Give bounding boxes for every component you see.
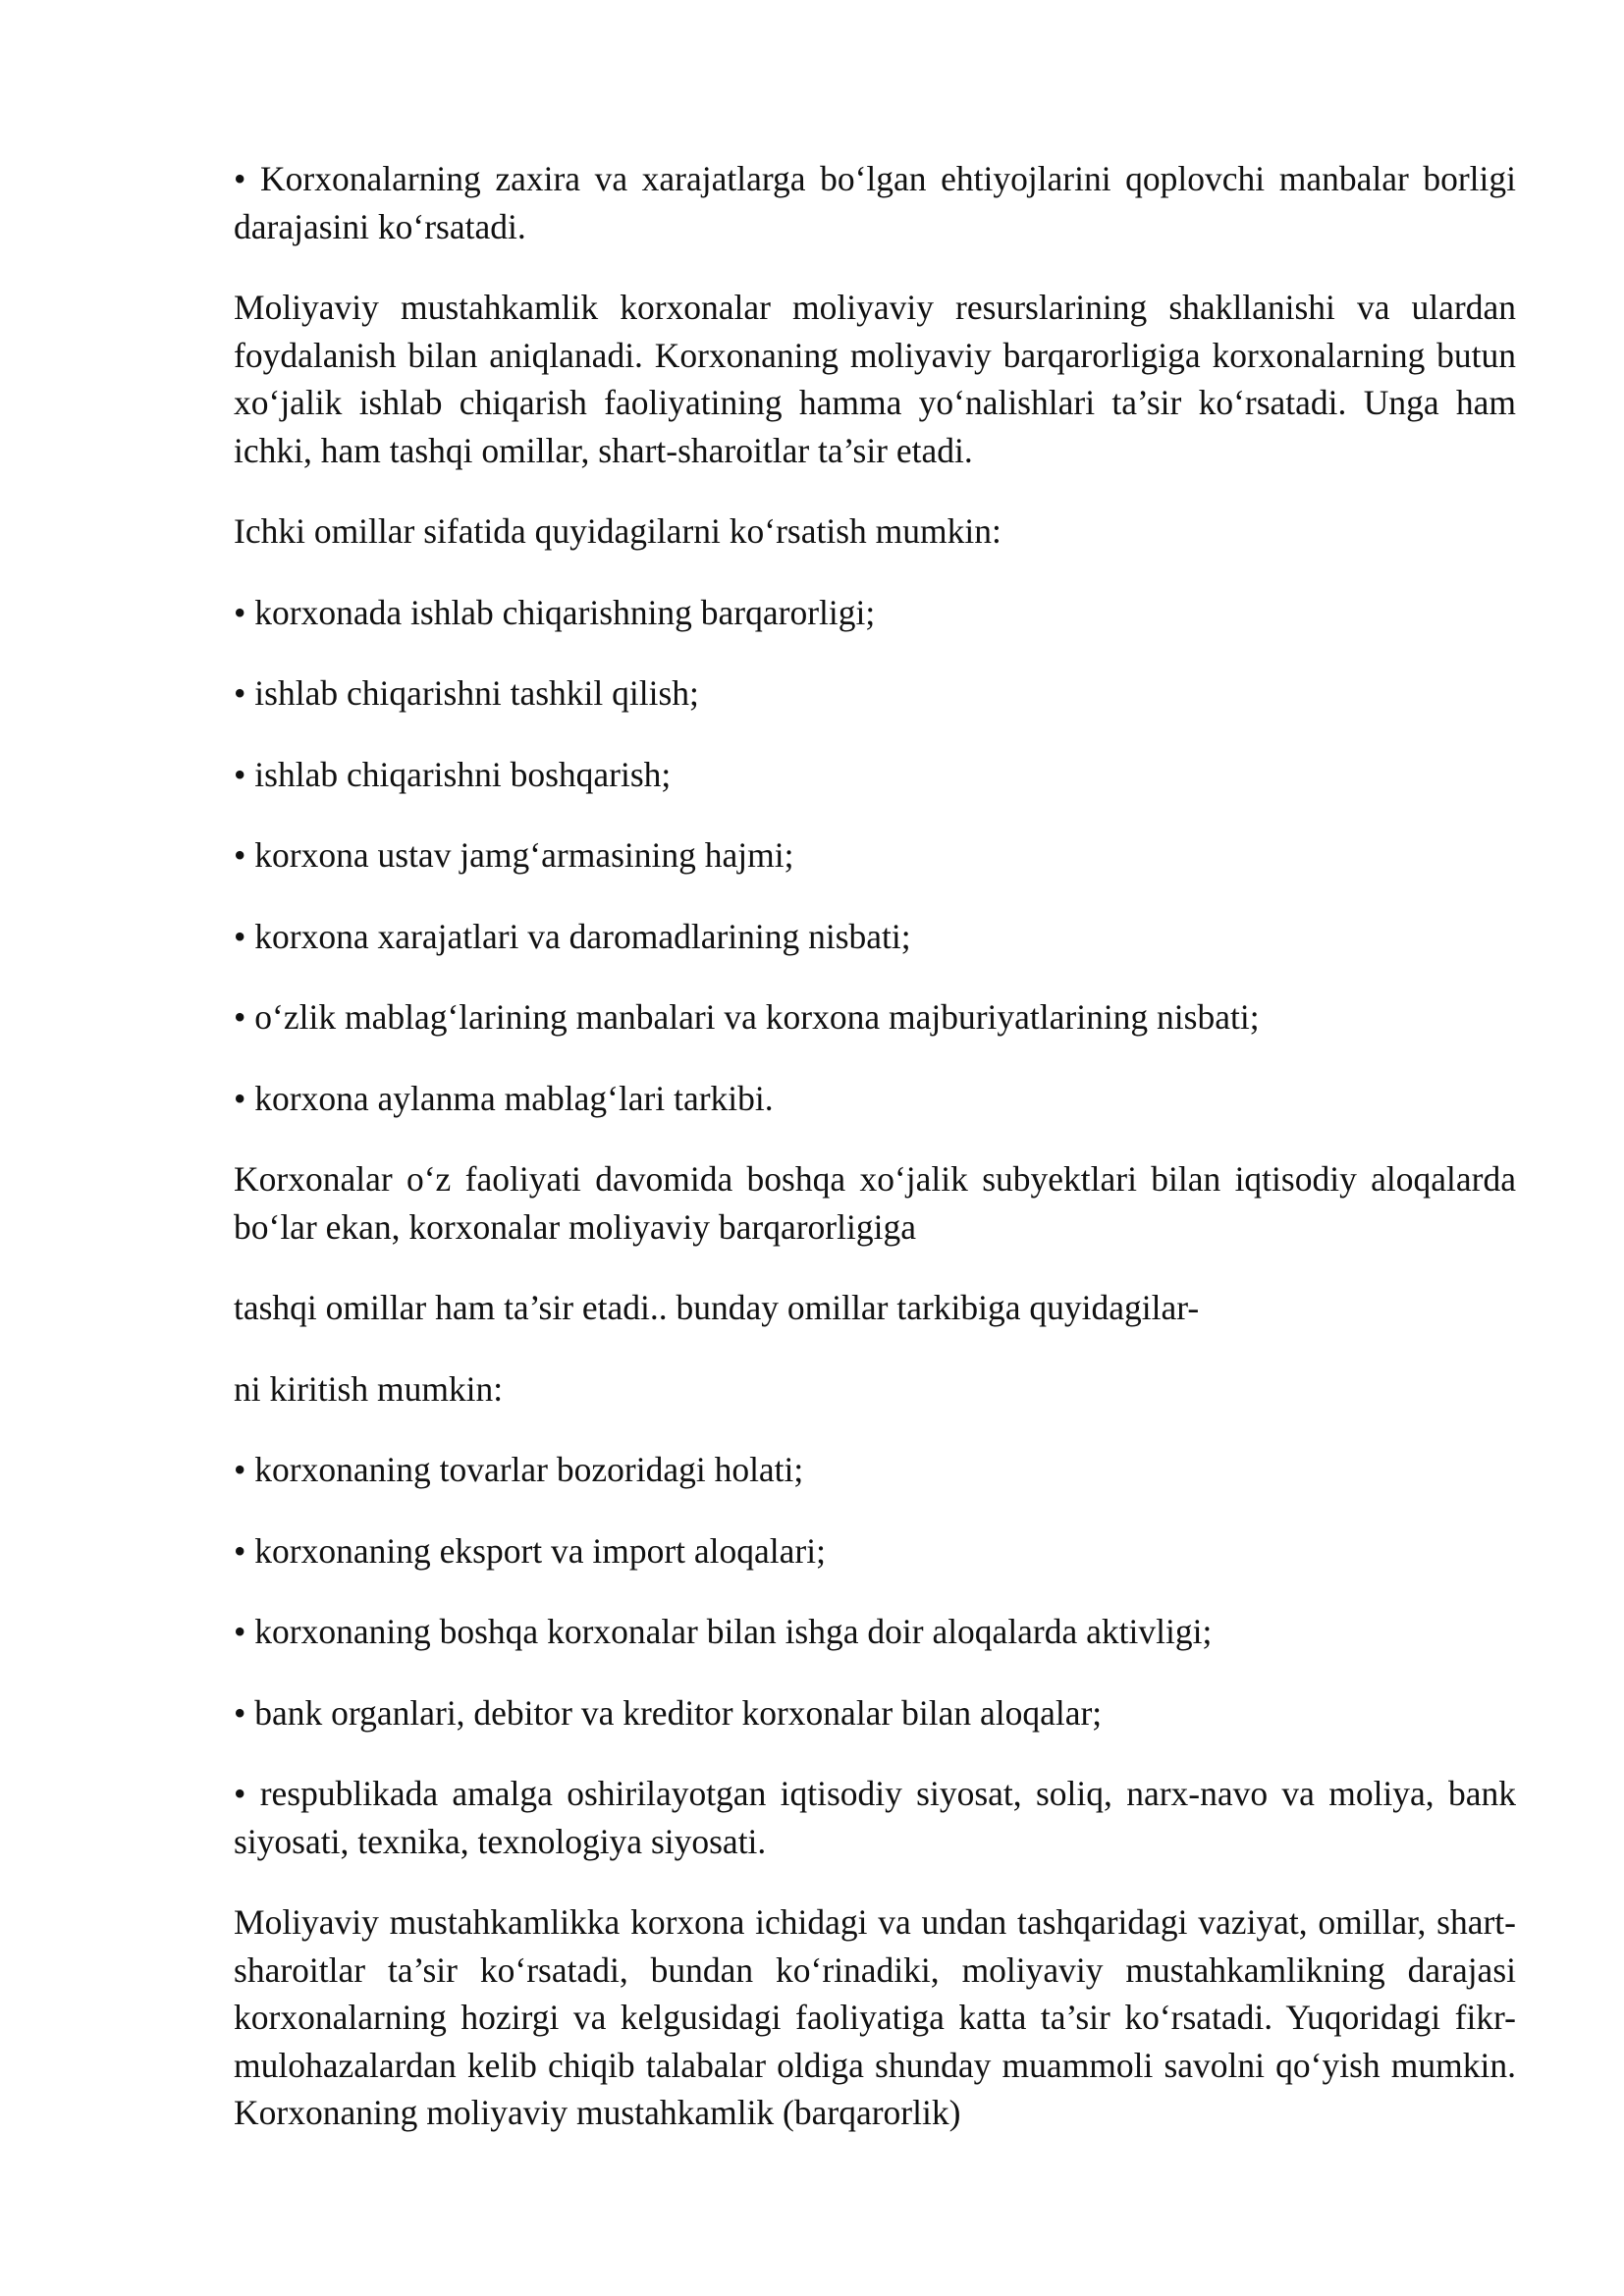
paragraph-external-relations: Korxonalar o‘z faoliyati davomida boshqa xo‘jalik subyektlari bilan iqtisodiy aloqalarda bo‘lar ekan, korxonalar moliyaviy barqarorligiga — [234, 1159, 1516, 1247]
bullet-item-bank-relations: • bank organlari, debitor va kreditor korxonalar bilan aloqalar; — [234, 1692, 1103, 1733]
paragraph-internal-factors-intro: Ichki omillar sifatida quyidagilarni ko‘rsatish mumkin: — [234, 511, 1001, 551]
bullet-item-reserves: • Korxonalarning zaxira va xarajatlarga bo‘lgan ehtiyojlarini qoplovchi manbalar borligi darajasini ko‘rsatadi. — [234, 159, 1516, 246]
paragraph-external-factors-line2: ni kiritish mumkin: — [234, 1368, 504, 1409]
bullet-item-working-capital: • korxona aylanma mablag‘lari tarkibi. — [234, 1078, 774, 1118]
bullet-item-state-policy: • respublikada amalga oshirilayotgan iqtisodiy siyosat, soliq, narx-navo va moliya, bank siyosati, texnika, texnologiya siyosati. — [234, 1774, 1516, 1861]
bullet-item-own-funds-ratio: • o‘zlik mablag‘larining manbalari va korxona majburiyatlarining nisbati; — [234, 997, 1260, 1037]
bullet-item-export-import: • korxonaning eksport va import aloqalari; — [234, 1530, 826, 1571]
paragraph-financial-stability: Moliyaviy mustahkamlik korxonalar moliyaviy resurslarining shakllanishi va ulardan foydalanish bilan aniqlanadi. Korxonaning moliyaviy barqarorligiga korxonalarning butun xo‘jalik ishlab chiqarish faoliyatining hamma yo‘nalishlari ta’sir ko‘rsatadi. Unga ham ichki, ham tashqi omillar, shart-sharoitlar ta’sir etadi. — [234, 288, 1516, 470]
bullet-item-production-management: • ishlab chiqarishni boshqarish; — [234, 754, 672, 794]
bullet-item-charter-fund: • korxona ustav jamg‘armasining hajmi; — [234, 835, 794, 875]
bullet-item-production-organization: • ishlab chiqarishni tashkil qilish; — [234, 673, 699, 713]
bullet-item-market-position: • korxonaning tovarlar bozoridagi holati; — [234, 1450, 804, 1489]
paragraph-conclusion: Moliyaviy mustahkamlikka korxona ichidagi va undan tashqaridagi vaziyat, omillar, shart-sharoitlar ta’sir ko‘rsatadi, bundan ko‘rinadiki, moliyaviy mustahkamlikning darajasi korxonalarning hozirgi va kelgusidagi faoliyatiga katta ta’sir ko‘rsatadi. Yuqoridagi fikr-mulohazalardan kelib chiqib talabalar oldiga shunday muammoli savolni qo‘yish mumkin. Korxonaning moliyaviy mustahkamlik (barqarorlik) — [234, 1902, 1516, 2132]
document-page — [234, 155, 1516, 2170]
bullet-item-costs-income-ratio: • korxona xarajatlari va daromadlarining nisbati; — [234, 916, 911, 956]
bullet-item-business-activity: • korxonaning boshqa korxonalar bilan ishga doir aloqalarda aktivligi; — [234, 1612, 1213, 1651]
bullet-item-production-stability: • korxonada ishlab chiqarishning barqarorligi; — [234, 592, 876, 632]
paragraph-external-factors-line1: tashqi omillar ham ta’sir etadi.. bunday omillar tarkibiga quyidagilar- — [234, 1288, 1200, 1327]
